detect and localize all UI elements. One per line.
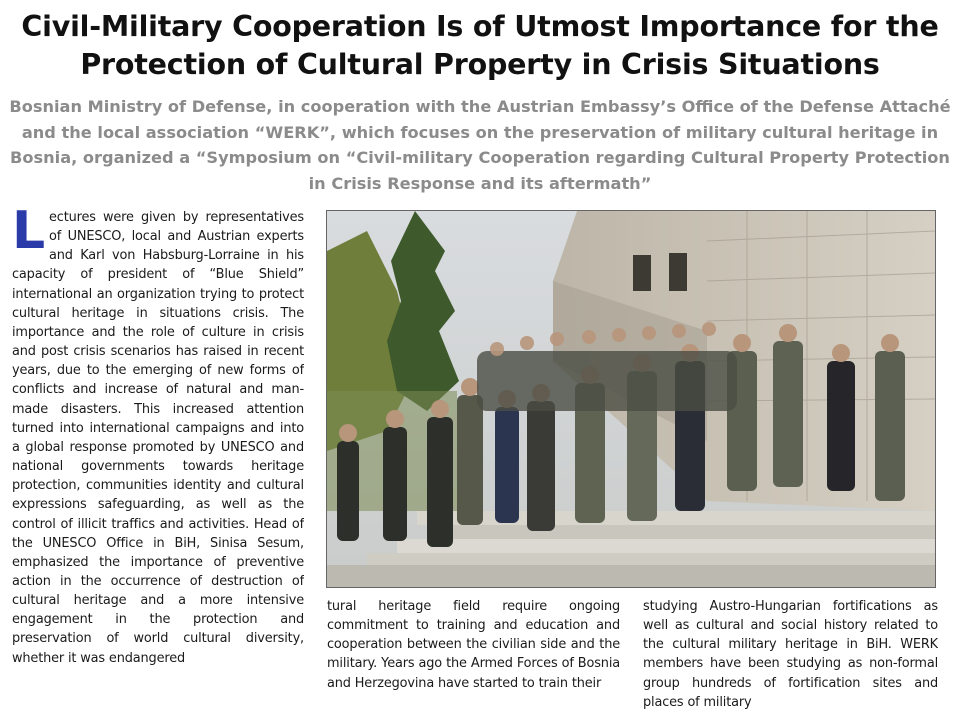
article-standfirst: Bosnian Ministry of Defense, in cooperation with the Austrian Embassy’s Office of the Defense Attaché and the local association “WERK”, which focuses on the preservation of military cultural heritage in Bosnia, organized a “Symposium on “Civil-military Cooperation regarding Cultural Property Protection in Crisis Response and its aftermath” xyxy=(9,97,951,193)
body-text-left: ectures were given by representatives of UNESCO, local and Austrian experts and Karl von Habsburg-Lorraine in his capacity of president of “Blue Shield” international an organization trying to protect cultural heritage in situations crisis. The importance and the role of culture in crisis and post crisis scenarios has raised in recent years, due to the emerging of new forms of conflicts and increase of natural and man-made disasters. This increased attention turned into international campaigns and into a global response promoted by UNESCO and national governments towards heritage protection, communities identity and cultural expressions safeguarding, as well as the control of illicit traffics and activities. Head of the UNESCO Office in BiH, Sinisa Sesum, emphasized the importance of preventive action in the occurrence of destruction of cultural heritage and a more intensive engagement in the protection and preservation of world cultural diversity, whether it was endangered xyxy=(12,210,304,666)
body-column-middle: tural heritage field require ongoing commitment to training and education and cooperation between the civilian side and the military. Years ago the Armed Forces of Bosnia and Herzegovina have started to train their xyxy=(327,599,620,691)
article-photo xyxy=(326,210,936,588)
body-column-left xyxy=(12,208,304,719)
article-title: Civil-Military Cooperation Is of Utmost Importance for the Protection of Cultural Property in Crisis Situations xyxy=(21,10,939,81)
group-photo-illustration xyxy=(327,211,935,587)
body-column-right: studying Austro-Hungarian fortifications as well as cultural and social history related to the cultural military heritage in BiH. WERK members have been studying as non-formal group hundreds of fortification sites and places of military xyxy=(643,599,938,710)
stone-steps xyxy=(327,511,935,587)
drop-cap: L xyxy=(12,208,45,261)
